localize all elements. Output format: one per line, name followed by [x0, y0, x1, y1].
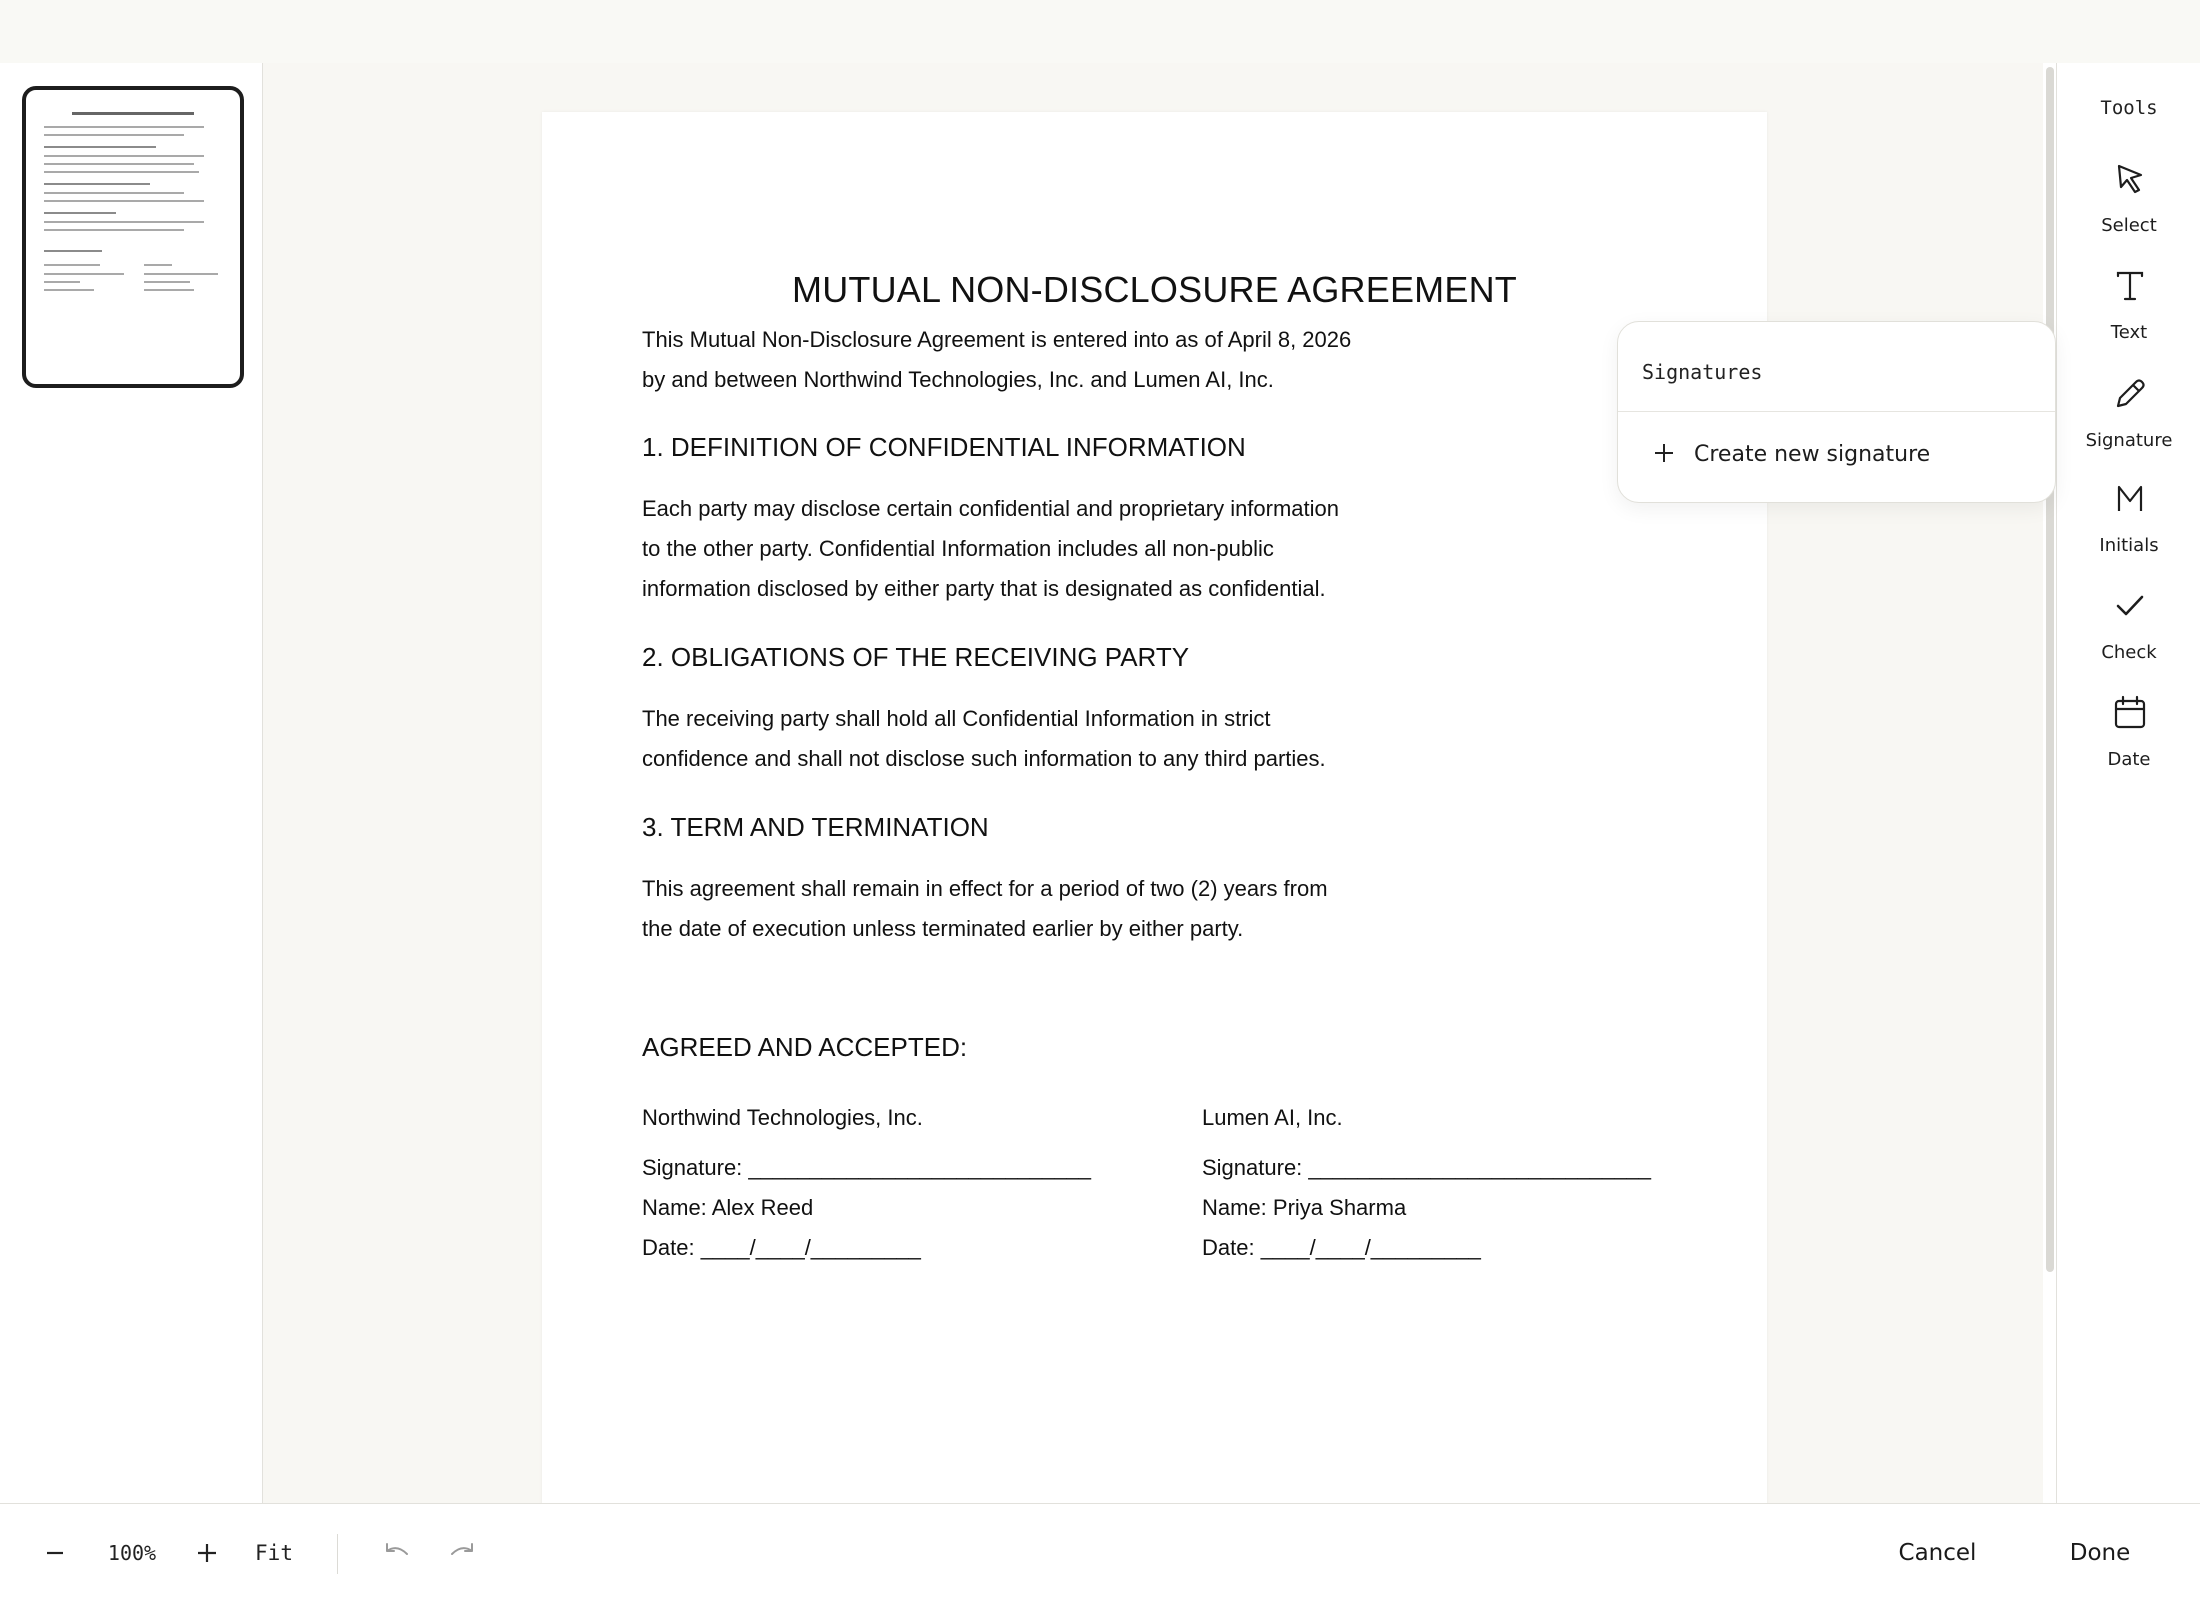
- section-heading: 3. TERM AND TERMINATION: [642, 812, 989, 842]
- page-thumbnail-rail: [0, 63, 263, 1503]
- zoom-in-button[interactable]: [182, 1504, 232, 1601]
- paragraph-line: information disclosed by either party that is designated as confidential.: [642, 576, 1326, 601]
- signatures-popover: [1617, 321, 2056, 503]
- paragraph-line: by and between Northwind Technologies, Inc. and Lumen AI, Inc.: [642, 367, 1274, 392]
- minus-icon: [44, 1542, 66, 1564]
- text-t-icon: [2112, 268, 2148, 304]
- document-title: MUTUAL NON-DISCLOSURE AGREEMENT: [792, 269, 1517, 310]
- tool-select-label: Select: [2101, 215, 2157, 236]
- fit-label: Fit: [255, 1540, 293, 1565]
- page-thumbnail[interactable]: [22, 86, 244, 388]
- party-date-field[interactable]: Date: ____/____/_________: [642, 1235, 921, 1260]
- tool-select[interactable]: [2069, 161, 2189, 253]
- cancel-button[interactable]: [1880, 1504, 1995, 1601]
- paragraph-line: to the other party. Confidential Information includes all non-public: [642, 536, 1274, 561]
- section-paragraph: [642, 869, 1402, 949]
- zoom-level: [92, 1504, 172, 1601]
- toolbar-divider: [337, 1534, 338, 1574]
- undo-button[interactable]: [372, 1504, 422, 1601]
- agreed-heading: AGREED AND ACCEPTED:: [642, 1032, 968, 1062]
- plus-icon: [1646, 438, 1682, 471]
- tool-check-label: Check: [2101, 642, 2157, 663]
- initials-m-icon: [2112, 481, 2148, 517]
- paragraph-line: the date of execution unless terminated earlier by either party.: [642, 916, 1244, 941]
- zoom-out-button[interactable]: [30, 1504, 80, 1601]
- tools-sidebar: [2056, 63, 2200, 1503]
- tool-date[interactable]: [2069, 695, 2189, 787]
- checkmark-icon: [2112, 588, 2148, 624]
- create-new-signature-button[interactable]: [1634, 424, 2039, 484]
- fit-button[interactable]: [244, 1504, 304, 1601]
- done-button[interactable]: [2050, 1504, 2150, 1601]
- pen-icon: [2112, 376, 2148, 412]
- section-paragraph: [642, 699, 1402, 779]
- tool-signature-label: Signature: [2085, 430, 2173, 451]
- tools-title: Tools: [2100, 97, 2158, 119]
- document-page[interactable]: [542, 112, 1767, 1503]
- paragraph-line: The receiving party shall hold all Confidential Information in strict: [642, 706, 1271, 731]
- section-heading: 2. OBLIGATIONS OF THE RECEIVING PARTY: [642, 642, 1190, 672]
- calendar-icon: [2112, 695, 2148, 731]
- cursor-arrow-icon: [2112, 161, 2148, 197]
- intro-paragraph: [642, 320, 1402, 400]
- tool-text-label: Text: [2110, 322, 2148, 343]
- create-new-signature-label: Create new signature: [1694, 441, 1931, 467]
- paragraph-line: Each party may disclose certain confidential and proprietary information: [642, 496, 1340, 521]
- undo-icon: [383, 1542, 411, 1564]
- party-signature-field[interactable]: Signature: ____________________________: [642, 1155, 1091, 1180]
- section-heading: 1. DEFINITION OF CONFIDENTIAL INFORMATION: [642, 432, 1246, 462]
- cancel-label: Cancel: [1898, 1539, 1977, 1566]
- done-label: Done: [2069, 1539, 2131, 1566]
- document-canvas[interactable]: [263, 63, 2056, 1503]
- top-bar: [0, 0, 2200, 63]
- redo-icon: [448, 1542, 476, 1564]
- signatures-popover-title: Signatures: [1642, 360, 1763, 384]
- redo-button[interactable]: [437, 1504, 487, 1601]
- paragraph-line: confidence and shall not disclose such information to any third parties.: [642, 746, 1326, 771]
- tool-signature[interactable]: [2069, 376, 2189, 468]
- party-name: Name: Alex Reed: [642, 1195, 814, 1220]
- tool-date-label: Date: [2107, 749, 2151, 770]
- paragraph-line: This Mutual Non-Disclosure Agreement is entered into as of April 8, 2026: [642, 327, 1352, 352]
- tool-text[interactable]: [2069, 268, 2189, 360]
- bottom-toolbar: [0, 1503, 2200, 1601]
- zoom-level-value: 100%: [107, 1540, 157, 1565]
- tool-check[interactable]: [2069, 588, 2189, 680]
- vertical-scrollbar[interactable]: [2046, 67, 2054, 1272]
- divider: [1618, 411, 2055, 412]
- party-company: Lumen AI, Inc.: [1202, 1105, 1343, 1130]
- tool-initials[interactable]: [2069, 481, 2189, 573]
- tool-initials-label: Initials: [2099, 535, 2159, 556]
- party-date-field[interactable]: Date: ____/____/_________: [1202, 1235, 1481, 1260]
- plus-icon: [196, 1542, 218, 1564]
- paragraph-line: This agreement shall remain in effect for a period of two (2) years from: [642, 876, 1328, 901]
- section-paragraph: [642, 489, 1402, 609]
- party-signature-field[interactable]: Signature: ____________________________: [1202, 1155, 1651, 1180]
- party-name: Name: Priya Sharma: [1202, 1195, 1407, 1220]
- party-company: Northwind Technologies, Inc.: [642, 1105, 923, 1130]
